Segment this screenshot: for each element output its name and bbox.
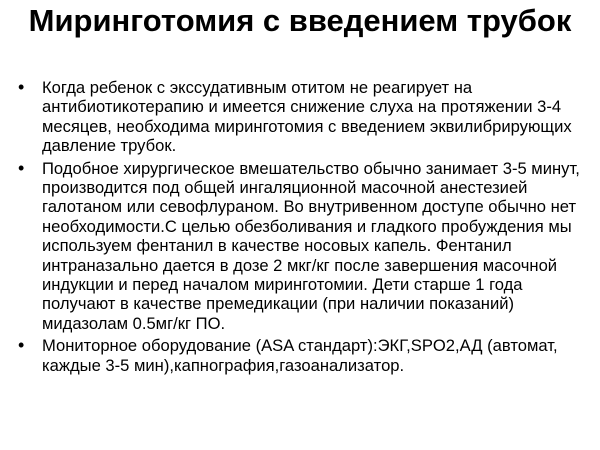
bullet-list <box>8 78 588 378</box>
bullet-item-1 <box>8 78 588 156</box>
bullet-text-3: Мониторное оборудование (ASA стандарт):ЭКГ,SPO2,АД (автомат, каждые 3-5 мин),капнография,газоанализатор. <box>42 336 558 375</box>
bullet-text-1: Когда ребенок с экссудативным отитом не реагирует на антибиотикотерапию и имеется снижение слуха на протяжении 3-4 месяцев, необходима миринготомия с введением эквилибрирующих давление трубок. <box>42 78 572 156</box>
bullet-item-3 <box>8 336 588 375</box>
bullet-item-2 <box>8 159 588 334</box>
bullet-icon: • <box>18 335 25 356</box>
bullet-text-2: Подобное хирургическое вмешательство обычно занимает 3-5 минут, производится под общей ингаляционной масочной анестезией галотаном или севофлураном. Во внутривенном доступе обычно нет необходимости.С целью обезболивания и гладкого пробуждения мы используем фентанил в качестве носовых капель. Фентанил интраназально дается в дозе 2 мкг/кг после завершения масочной индукции и перед началом миринготомии. Дети старше 1 года получают в качестве премедикации (при наличии показаний) мидазолам 0.5мг/кг ПО. <box>42 158 580 333</box>
bullet-icon: • <box>18 77 25 97</box>
bullet-icon: • <box>18 157 25 178</box>
slide-title: Миринготомия с введением трубок <box>28 3 572 38</box>
